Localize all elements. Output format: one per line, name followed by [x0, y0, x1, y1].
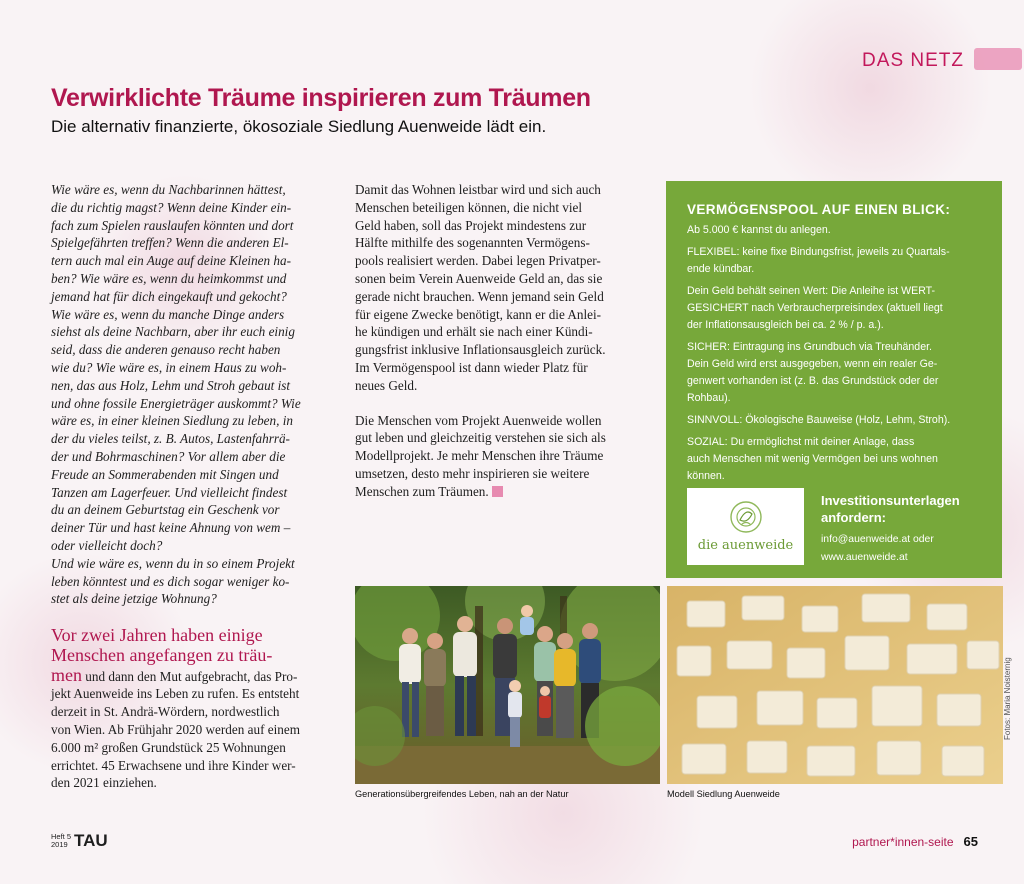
caption-group-photo: Generationsübergreifendes Leben, nah an der Natur [355, 789, 569, 799]
section-stamp-decoration [974, 48, 1022, 70]
infobox-items [687, 222, 987, 490]
article-title: Verwirklichte Träume inspirieren zum Träumen [51, 84, 591, 112]
invest-heading: Investitionsunterlagen anfordern: [821, 493, 960, 525]
infobox-item: Dein Geld behält seinen Wert: Die Anleihe ist WERT- GESICHERT nach Verbraucherpreisindex (aktuell liegt der Inflationsausgleich bei ca. 2 % / p. a.). [687, 285, 943, 331]
intro-column [51, 181, 347, 608]
caption-model-photo: Modell Siedlung Auenweide [667, 789, 780, 799]
lead-highlight: Vor zwei Jahren haben einige Menschen angefangen zu träu- men [51, 625, 273, 685]
vermoegenspool-infobox [666, 181, 1002, 578]
infobox-heading: VERMÖGENSPOOL AUF EINEN BLICK: [687, 202, 951, 217]
settlement-model-image [667, 586, 1003, 784]
infobox-item: SOZIAL: Du ermöglichst mit deiner Anlage, dass auch Menschen mit wenig Vermögen bei uns wohnen können. [687, 436, 938, 482]
contact-lines [821, 531, 991, 567]
photo-model [667, 586, 1003, 784]
infobox-item: Ab 5.000 € kannst du anlegen. [687, 224, 831, 236]
group-photo-image [355, 586, 660, 784]
page-number: 65 [963, 834, 978, 849]
section-label: DAS NETZ [862, 50, 964, 71]
article-subtitle: Die alternativ finanzierte, ökosoziale Siedlung Auenweide lädt ein. [51, 117, 547, 136]
end-mark-icon [492, 486, 503, 497]
footer-page [852, 834, 978, 849]
issue-info: Heft 5 2019 [51, 832, 72, 849]
infobox-item: FLEXIBEL: keine fixe Bindungsfrist, jeweils zu Quartals- ende kündbar. [687, 246, 950, 275]
investment-contact [821, 492, 991, 567]
infobox-item: SICHER: Eintragung ins Grundbuch via Treuhänder. Dein Geld wird erst ausgegeben, wenn ein realer Ge- genwert vorhanden ist (z. B. das Grundstück oder der Rohbau). [687, 341, 939, 404]
paragraph-vermoegenspool: Damit das Wohnen leistbar wird und sich auch Menschen beteiligen können, die nicht viel Geld haben, soll das Projekt mindestens zur Hälfte mithilfe des sogenannten Vermögens- pools realisiert werden. Dabei legen Privatper- sonen beim Verein Auenweide Geld an, das sie gerade nicht brauchen. Wenn jemand sein Geld für eigene Zwecke benötigt, kann er die Anlei- he kündigen und erhält sie nach einer Kündi- gungsfrist inklusive Inflationsausgleich zurück. Im Vermögenspool ist dann wieder Platz für neues Geld. [355, 182, 606, 393]
magazine-logo: TAU [74, 831, 108, 850]
lead-paragraph: Vor zwei Jahren haben einige Menschen angefangen zu träu- men und dann den Mut aufgebracht, das Pro- jekt Auenweide ins Leben zu rufen. Es entsteht derzeit in St. Andrä-Wördern, nordwestlich von Wien. Ab Frühjahr 2020 werden auf einem 6.000 m² großen Grundstück 25 Wohnungen errichtet. 45 Erwachsene und ihre Kinder wer- den 2021 einziehen. [51, 625, 300, 791]
leaf-logo-icon [727, 498, 765, 536]
intro-text: Wie wäre es, wenn du Nachbarinnen hättest, die du richtig magst? Wenn deine Kinder ein- fach zum Spielen rauslaufen könnten und dort Spielgefährten treffen? Wenn die anderen El- tern auch mal ein Auge auf deine Kleinen ha- ben? Wie wäre es, wenn du heimkommst und jemand hat für dich eingekauft und gekocht? Wie wäre es, wenn du manche Dinge anders siehst als deine Nachbarn, aber ihr euch einig seid, dass die anderen genauso recht haben wie du? Wie wäre es, in einem Haus zu woh- nen, das aus Holz, Lehm und Stroh gebaut ist und ohne fossile Energieträger auskommt? Wie wäre es, in einer kleinen Siedlung zu leben, in der du vieles teilst, z. B. Autos, Lastenfahrrä- der und Bohrmaschinen? Vor allem aber die Freude an Sommerabenden mit Singen und Tanzen am Lagerfeuer. Und vielleicht findest du an deinem Geburtstag ein Geschenk vor deiner Tür und hast keine Ahnung von wem – oder vielleicht doch? Und wie wäre es, wenn du in so einem Projekt leben könntest und es dich sogar weniger ko- stet als deine jetzige Wohnung? [51, 182, 301, 607]
photo-group [355, 586, 660, 784]
middle-column [355, 181, 653, 518]
footer-magazine [51, 831, 108, 851]
paragraph-modellprojekt: Die Menschen vom Projekt Auenweide wollen gut leben und gleichzeitig verstehen sie sich als Modellprojekt. Je mehr Menschen ihre Träume umsetzen, desto mehr inspirieren sie weitere Menschen zum Träumen. [355, 412, 606, 499]
photo-credit: Fotos: Maria Noisternig [1003, 657, 1012, 740]
email-link[interactable]: info@auenweide.at oder [821, 534, 934, 545]
auenweide-logo: die auenweide [687, 488, 804, 565]
website-link[interactable]: www.auenweide.at [821, 552, 908, 563]
footer-section: partner*innen-seite [852, 835, 954, 849]
infobox-item: SINNVOLL: Ökologische Bauweise (Holz, Lehm, Stroh). [687, 414, 951, 426]
